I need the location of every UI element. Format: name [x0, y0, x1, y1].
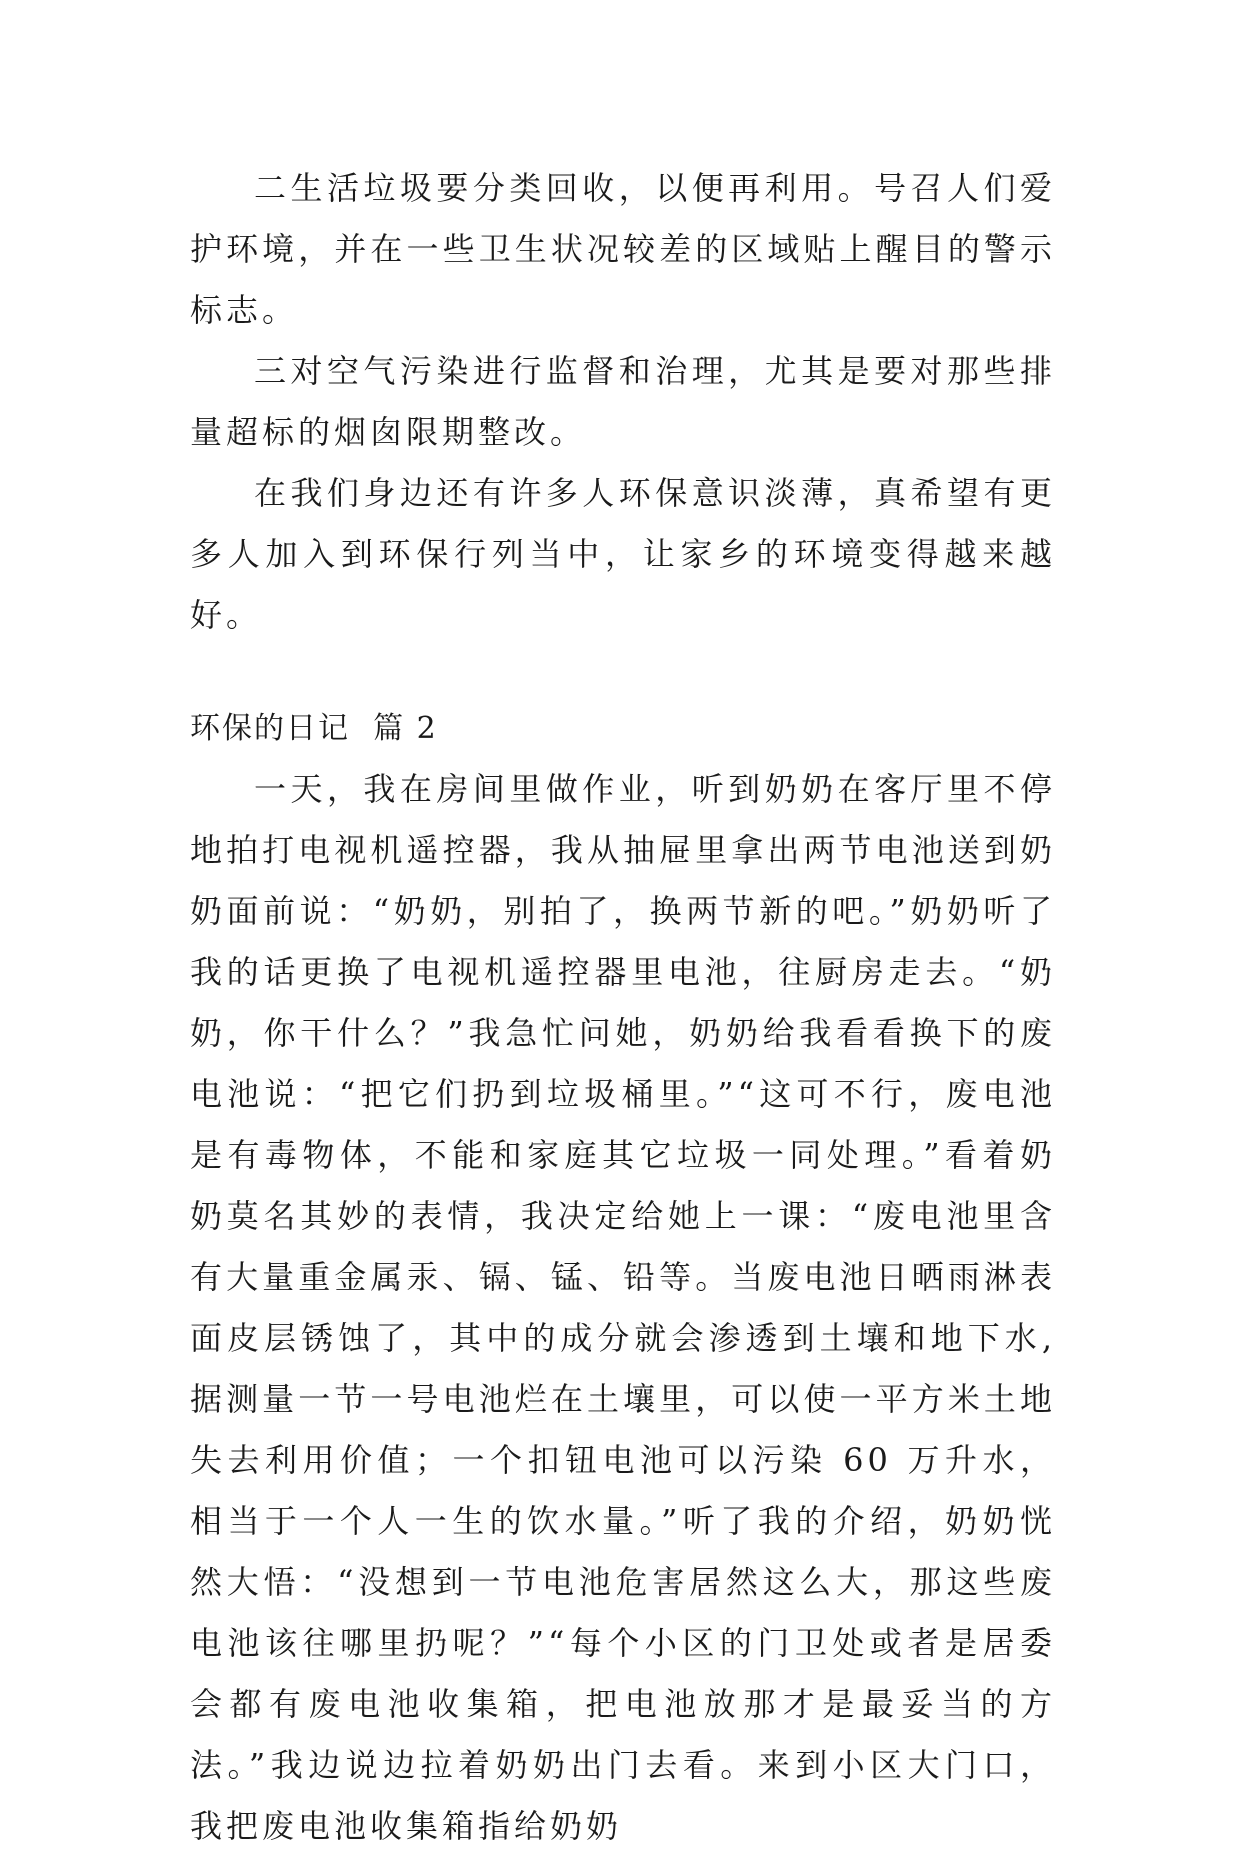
paragraph-air-pollution: 三对空气污染进行监督和治理，尤其是要对那些排量超标的烟囱限期整改。 [190, 352, 1056, 451]
document-body [190, 158, 1056, 1857]
section-heading: 环保的日记 篇 2 [190, 711, 438, 746]
paragraph-garbage-sorting: 二生活垃圾要分类回收，以便再利用。号召人们爱护环境，并在一些卫生状况较差的区域贴上醒目的警示标志。 [190, 169, 1056, 329]
paragraph-battery-story: 一天，我在房间里做作业，听到奶奶在客厅里不停地拍打电视机遥控器，我从抽屉里拿出两节电池送到奶奶面前说：“奶奶，别拍了，换两节新的吧。”奶奶听了我的话更换了电视机遥控器里电池，往厨房走去。“奶奶，你干什么？”我急忙问她，奶奶给我看看换下的废电池说：“把它们扔到垃圾桶里。”“这可不行，废电池是有毒物体，不能和家庭其它垃圾一同处理。”看着奶奶莫名其妙的表情，我决定给她上一课：“废电池里含有大量重金属汞、镉、锰、铅等。当废电池日晒雨淋表面皮层锈蚀了，其中的成分就会渗透到土壤和地下水,据测量一节一号电池烂在土壤里，可以使一平方米土地失去利用价值；一个扣钮电池可以污染 60 万升水，相当于一个人一生的饮水量。”听了我的介绍，奶奶恍然大悟：“没想到一节电池危害居然这么大，那这些废电池该往哪里扔呢？”“每个小区的门卫处或者是居委会都有废电池收集箱，把电池放那才是最妥当的方法。”我边说边拉着奶奶出门去看。来到小区大门口，我把废电池收集箱指给奶奶 [190, 770, 1056, 1845]
paragraph-closing-hope: 在我们身边还有许多人环保意识淡薄，真希望有更多人加入到环保行列当中，让家乡的环境变得越来越好。 [190, 474, 1056, 634]
